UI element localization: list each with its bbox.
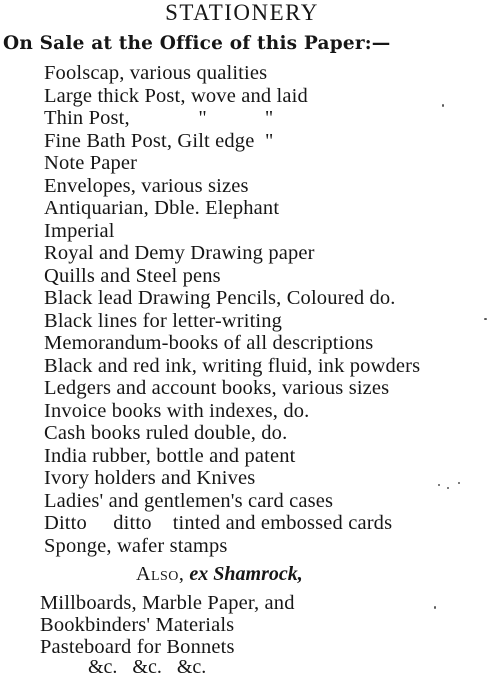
stationery-list (44, 62, 420, 557)
list-item: Invoice books with indexes, do. (44, 399, 310, 422)
list-item: Ledgers and account books, various sizes (44, 377, 390, 399)
page-title: STATIONERY (165, 0, 319, 25)
list-item: Envelopes, various sizes (44, 174, 249, 197)
list-item: India rubber, bottle and patent (44, 444, 296, 467)
list-item: Memorandum-books of all descriptions (44, 332, 374, 354)
closing-etc: &c. &c. &c. (88, 656, 207, 678)
print-speck (458, 482, 460, 484)
subtitle: On Sale at the Office of this Paper:— (3, 33, 391, 54)
print-speck (438, 484, 440, 486)
list-item: Fine Bath Post, Gilt edge " (44, 129, 274, 152)
print-speck (447, 487, 449, 489)
list-item: Imperial (44, 219, 115, 242)
list-item: Black lead Drawing Pencils, Coloured do. (44, 287, 396, 309)
list-item: Ladies' and gentlemen's card cases (44, 489, 334, 512)
list-item: Ivory holders and Knives (44, 467, 256, 489)
list-item: Thin Post, " " (44, 107, 274, 129)
print-speck (434, 606, 436, 609)
list-item: Sponge, wafer stamps (44, 534, 228, 557)
list-item: Pasteboard for Bonnets (40, 636, 235, 658)
list-item: Quills and Steel pens (44, 264, 221, 287)
list-item: Ditto ditto tinted and embossed cards (44, 512, 393, 534)
additional-list (40, 592, 295, 658)
also-line (136, 563, 303, 585)
list-item: Cash books ruled double, do. (44, 422, 288, 444)
list-item: Black and red ink, writing fluid, ink powders (44, 354, 421, 377)
print-speck (484, 318, 487, 320)
list-item: Large thick Post, wove and laid (44, 84, 308, 107)
list-item: Royal and Demy Drawing paper (44, 242, 315, 264)
print-speck (442, 104, 444, 107)
list-item: Millboards, Marble Paper, and (40, 592, 295, 614)
list-item: Antiquarian, Dble. Elephant (44, 197, 280, 219)
list-item: Note Paper (44, 152, 138, 174)
list-item: Black lines for letter-writing (44, 309, 283, 332)
list-item: Bookbinders' Materials (40, 614, 235, 636)
also-prefix: Also, (136, 563, 185, 585)
also-suffix: ex Shamrock, (189, 563, 303, 585)
list-item: Foolscap, various qualities (44, 62, 268, 84)
